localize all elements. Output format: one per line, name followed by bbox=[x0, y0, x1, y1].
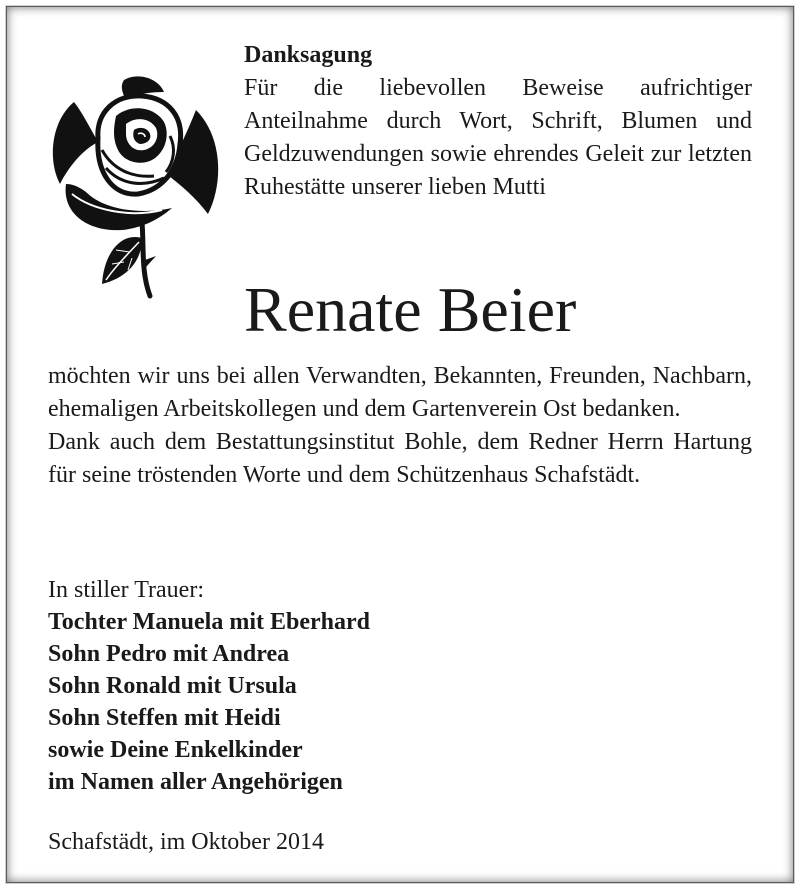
mourner-line: im Namen aller Angehörigen bbox=[48, 769, 343, 795]
heading: Danksagung bbox=[244, 42, 373, 68]
thanks-paragraph: Dank auch dem Bestattungsinstitut Bohle, dem Redner Herrn Hartung für seine tröstenden Worte und dem Schützenhaus Schafstädt. bbox=[48, 429, 752, 488]
mourning-intro: In stiller Trauer: bbox=[48, 577, 204, 603]
intro-text: Für die liebevollen Beweise aufrichtiger Anteilnahme durch Wort, Schrift, Blumen und Geldzuwendungen sowie ehrendes Geleit zur letzten Ruhestätte unserer lieben Mutti bbox=[244, 75, 752, 200]
intro-block bbox=[244, 40, 752, 204]
mourner-line: sowie Deine Enkelkinder bbox=[48, 737, 303, 763]
thanks-body bbox=[48, 360, 752, 492]
deceased-name: Renate Beier bbox=[244, 274, 577, 345]
mourner-line: Sohn Ronald mit Ursula bbox=[48, 673, 297, 699]
place-date: Schafstädt, im Oktober 2014 bbox=[48, 829, 324, 855]
mourner-line: Sohn Pedro mit Andrea bbox=[48, 641, 290, 667]
mourners-block bbox=[48, 574, 752, 798]
rose-icon bbox=[46, 72, 226, 300]
mourner-line: Tochter Manuela mit Eberhard bbox=[48, 609, 370, 635]
thanks-paragraph: möchten wir uns bei allen Verwandten, Bekannten, Freunden, Nachbarn, ehemaligen Arbeitskollegen und dem Gartenverein Ost bedanken. bbox=[48, 363, 752, 422]
mourner-line: Sohn Steffen mit Heidi bbox=[48, 705, 281, 731]
